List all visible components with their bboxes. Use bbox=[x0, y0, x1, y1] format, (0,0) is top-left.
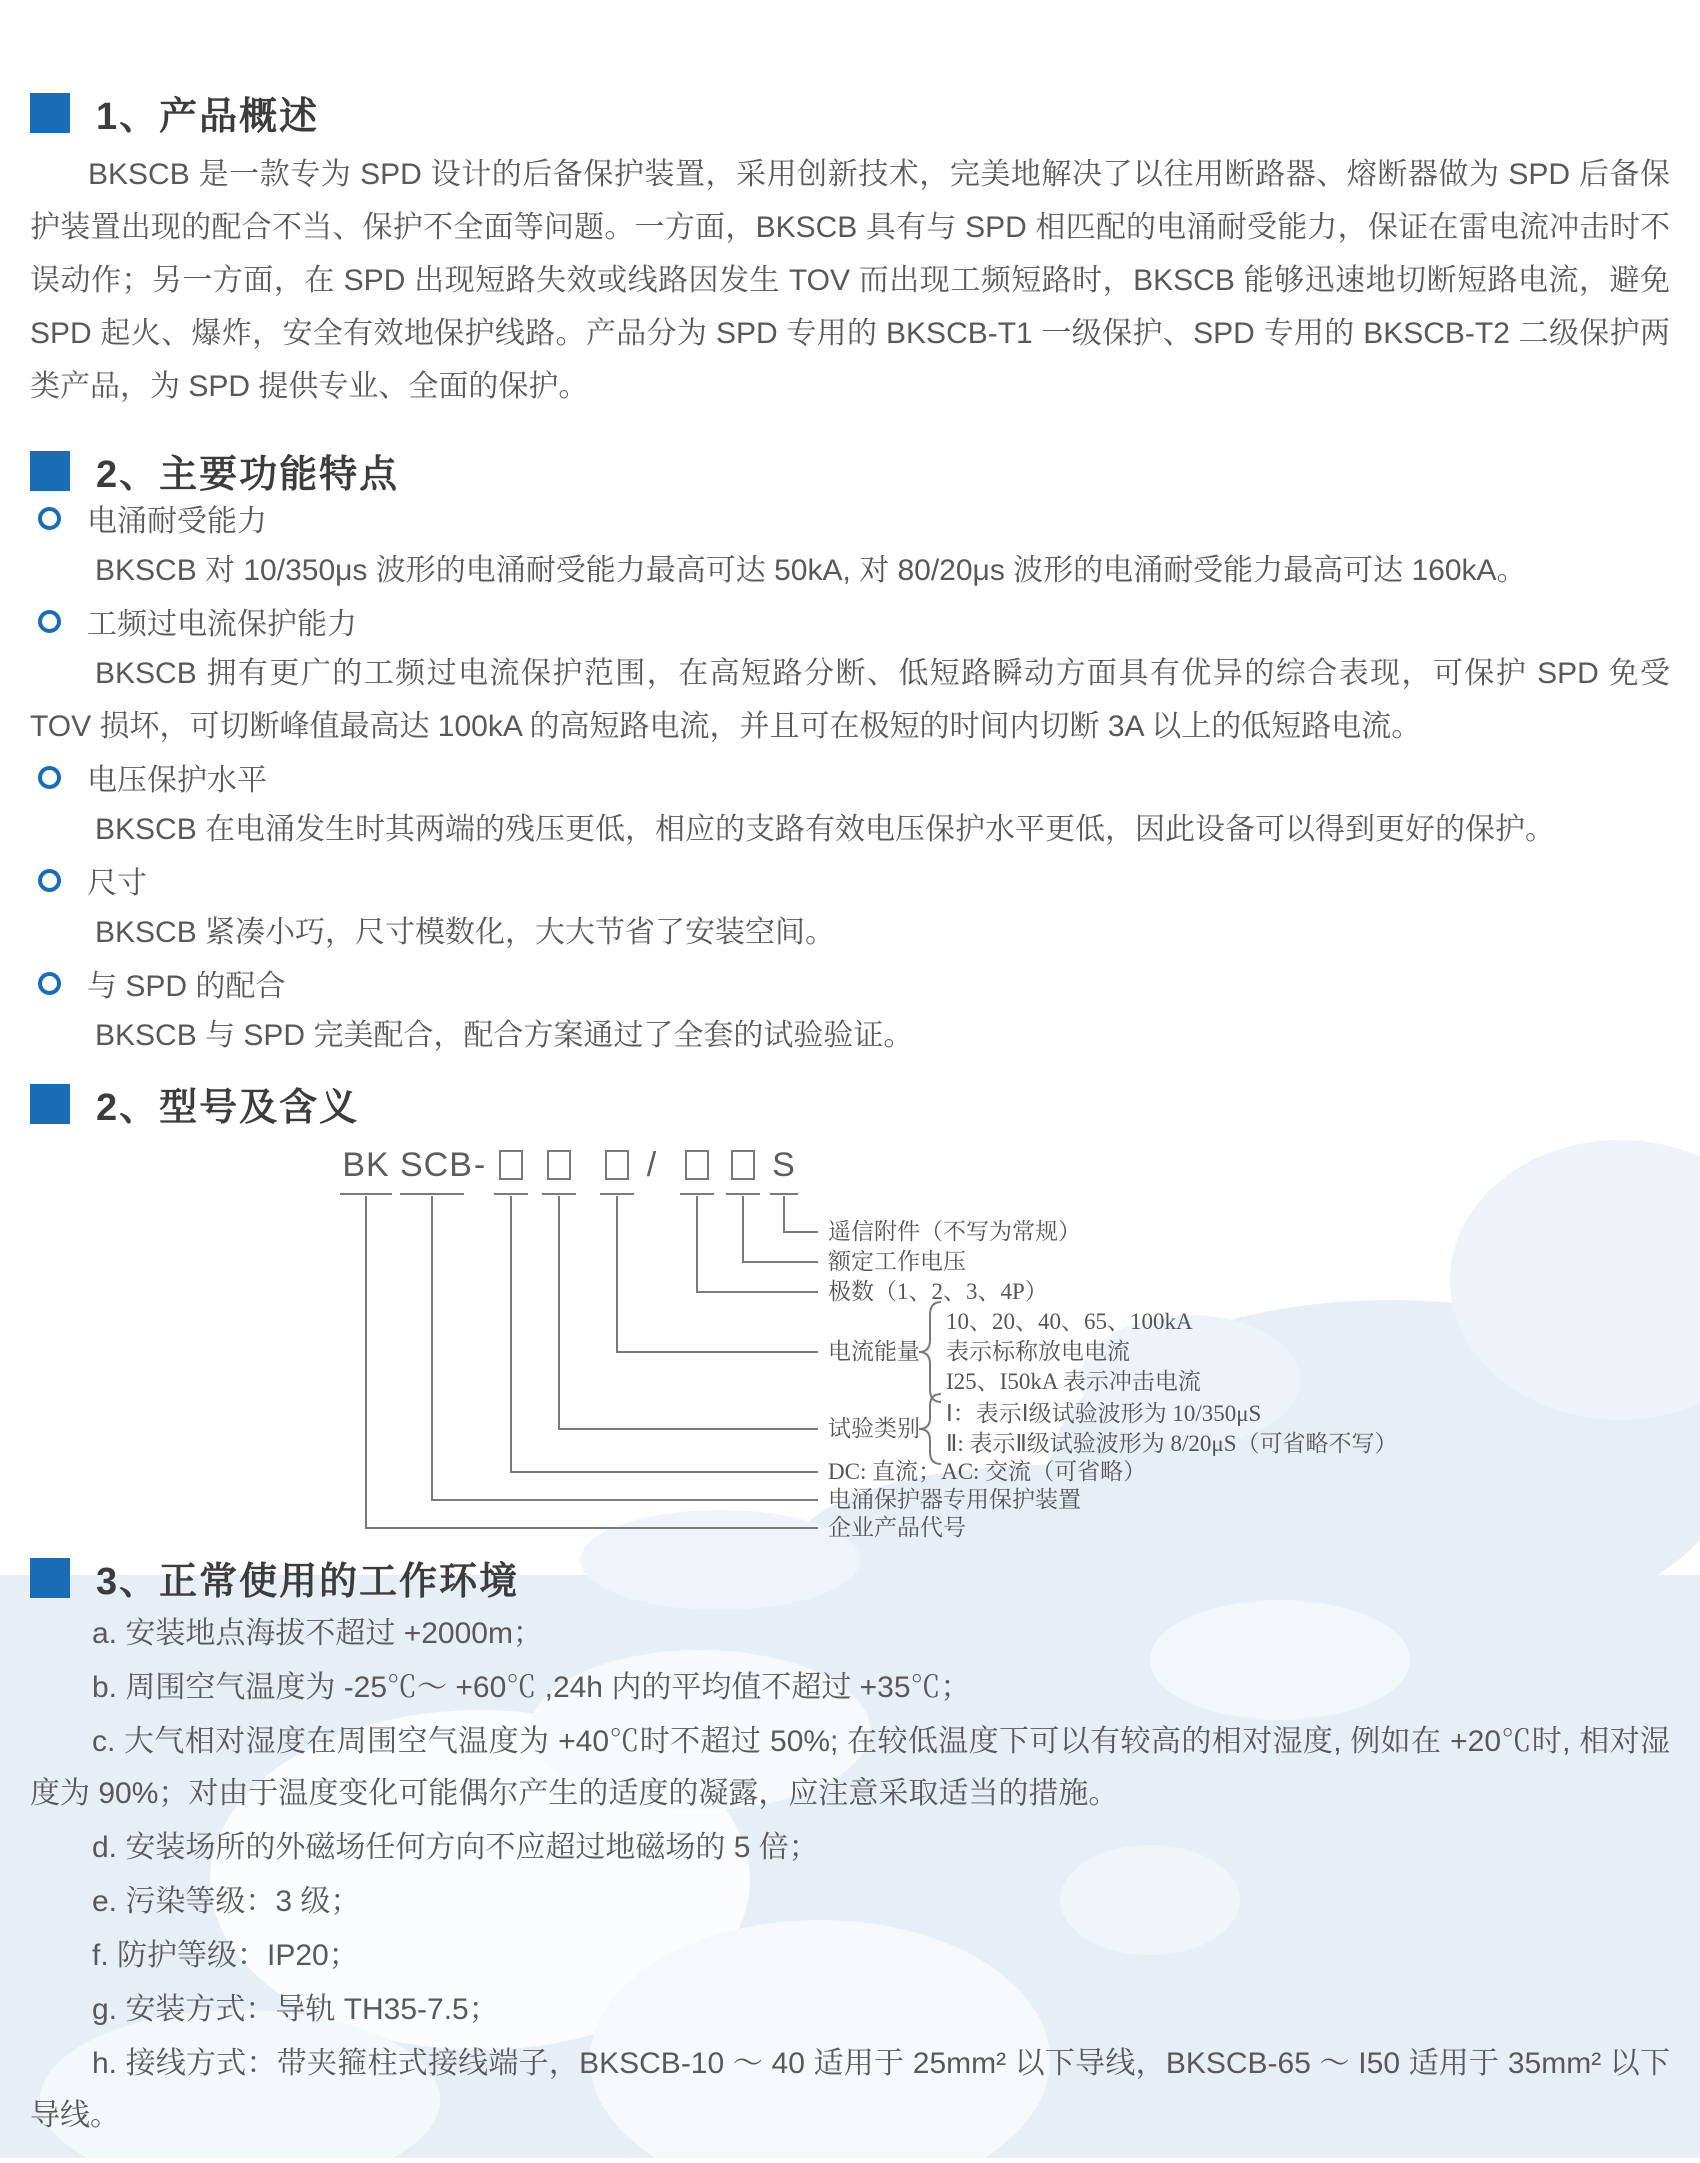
label-remote-signal: 遥信附件（不写为常规） bbox=[828, 1219, 1081, 1244]
feature-item bbox=[30, 601, 1670, 753]
box-icon bbox=[731, 1150, 755, 1180]
section2-heading bbox=[30, 443, 399, 498]
env-item-f: f. 防护等级：IP20； bbox=[92, 1939, 359, 1972]
section2-title: 2、主要功能特点 bbox=[96, 454, 400, 496]
label-current-energy-line3: I25、I50kA 表示冲击电流 bbox=[946, 1369, 1201, 1394]
model-token-s: S bbox=[770, 1146, 798, 1195]
env-item-e: e. 污染等级：3 级； bbox=[92, 1885, 361, 1918]
feature-title: 电涌耐受能力 bbox=[87, 505, 267, 538]
feature-item bbox=[30, 860, 1670, 959]
feature-text: BKSCB 与 SPD 完美配合，配合方案通过了全套的试验验证。 bbox=[95, 1019, 914, 1052]
heading-square-icon bbox=[30, 1558, 70, 1598]
label-spd-device: 电涌保护器专用保护装置 bbox=[828, 1487, 1081, 1512]
label-test-category-line2: Ⅱ: 表示Ⅱ级试验波形为 8/20μS（可省略不写） bbox=[946, 1431, 1398, 1456]
circle-bullet-icon bbox=[38, 972, 61, 995]
section1-title: 1、产品概述 bbox=[96, 96, 320, 138]
label-test-category-line1: Ⅰ：表示Ⅰ级试验波形为 10/350μS bbox=[946, 1401, 1262, 1426]
section4-title: 3、正常使用的工作环境 bbox=[96, 1561, 520, 1603]
label-current-energy: 电流能量 bbox=[828, 1339, 920, 1364]
section1-paragraph: BKSCB 是一款专为 SPD 设计的后备保护装置，采用创新技术，完美地解决了以往用断路器、熔断器做为 SPD 后备保护装置出现的配合不当、保护不全面等问题。一方面，BKSCB 具有与 SPD 相匹配的电涌耐受能力，保证在雷电流冲击时不误动作；另一方面，在 SPD 出现短路失效或线路因发生 TOV 而出现工频短路时，BKSCB 能够迅速地切断短路电流，避免 SPD 起火、爆炸，安全有效地保护线路。产品分为 SPD 专用的 BKSCB-T1 一级保护、SPD 专用的 BKSCB-T2 二级保护两类产品，为 SPD 提供专业、全面的保护。 bbox=[30, 158, 1671, 403]
feature-text: BKSCB 对 10/350μs 波形的电涌耐受能力最高可达 50kA, 对 80/20μs 波形的电涌耐受能力最高可达 160kA。 bbox=[95, 554, 1527, 587]
env-item-g: g. 安装方式：导轨 TH35-7.5； bbox=[92, 1993, 499, 2026]
box-icon bbox=[605, 1150, 629, 1180]
feature-title-row bbox=[30, 601, 1670, 641]
label-poles: 极数（1、2、3、4P） bbox=[828, 1279, 1048, 1304]
model-token-dash: - bbox=[473, 1146, 487, 1184]
circle-bullet-icon bbox=[38, 610, 61, 633]
feature-title-row bbox=[30, 963, 1670, 1003]
env-item-d: d. 安装场所的外磁场任何方向不应超过地磁场的 5 倍； bbox=[92, 1831, 819, 1864]
label-test-category: 试验类别 bbox=[828, 1416, 920, 1441]
feature-text: BKSCB 在电涌发生时其两端的残压更低，相应的支路有效电压保护水平更低，因此设备可以得到更好的保护。 bbox=[95, 813, 1556, 846]
env-item-a: a. 安装地点海拔不超过 +2000m； bbox=[92, 1617, 543, 1650]
feature-title-row bbox=[30, 860, 1670, 900]
feature-title: 电压保护水平 bbox=[87, 764, 267, 797]
env-item-c: c. 大气相对湿度在周围空气温度为 +40℃时不超过 50%; 在较低温度下可以有较高的相对湿度, 例如在 +20℃时, 相对湿度为 90%；对由于温度变化可能偶尔产生的适度的凝露，应注意采取适当的措施。 bbox=[30, 1725, 1670, 1810]
circle-bullet-icon bbox=[38, 766, 61, 789]
model-token-slash: / bbox=[646, 1146, 658, 1184]
heading-square-icon bbox=[30, 451, 70, 491]
section3-title: 2、型号及含义 bbox=[96, 1087, 360, 1129]
section1-heading bbox=[30, 85, 319, 140]
label-company-code: 企业产品代号 bbox=[828, 1515, 966, 1540]
section4-heading bbox=[30, 1550, 519, 1605]
box-icon bbox=[685, 1150, 709, 1180]
model-box-placeholder bbox=[542, 1150, 576, 1195]
feature-title: 工频过电流保护能力 bbox=[87, 608, 357, 641]
env-item-b: b. 周围空气温度为 -25℃～ +60℃ ,24h 内的平均值不超过 +35℃； bbox=[92, 1671, 971, 1704]
heading-square-icon bbox=[30, 93, 70, 133]
feature-title-row bbox=[30, 757, 1670, 797]
label-current-energy-line1: 10、20、40、65、100kA bbox=[946, 1309, 1193, 1334]
feature-list bbox=[30, 498, 1670, 1066]
feature-item bbox=[30, 498, 1670, 597]
section3-heading bbox=[30, 1076, 359, 1131]
model-box-placeholder bbox=[600, 1150, 634, 1195]
feature-title: 尺寸 bbox=[87, 867, 147, 900]
label-dc-ac: DC: 直流；AC: 交流（可省略） bbox=[828, 1459, 1147, 1484]
feature-item bbox=[30, 963, 1670, 1062]
feature-title: 与 SPD 的配合 bbox=[87, 970, 286, 1003]
circle-bullet-icon bbox=[38, 869, 61, 892]
model-code-diagram bbox=[340, 1140, 1520, 1570]
box-icon bbox=[499, 1150, 523, 1180]
model-box-placeholder bbox=[494, 1150, 528, 1195]
circle-bullet-icon bbox=[38, 507, 61, 530]
feature-item bbox=[30, 757, 1670, 856]
feature-text: BKSCB 紧凑小巧，尺寸模数化，大大节省了安装空间。 bbox=[95, 916, 836, 949]
heading-square-icon bbox=[30, 1084, 70, 1124]
model-token-scb: SCB bbox=[400, 1146, 464, 1195]
label-current-energy-line2: 表示标称放电电流 bbox=[946, 1339, 1130, 1364]
model-token-bk: BK bbox=[340, 1146, 392, 1195]
label-rated-voltage: 额定工作电压 bbox=[828, 1249, 966, 1274]
env-item-h: h. 接线方式：带夹箍柱式接线端子，BKSCB-10 ～ 40 适用于 25mm² 以下导线，BKSCB-65 ～ I50 适用于 35mm² 以下导线。 bbox=[30, 2047, 1670, 2132]
model-box-placeholder bbox=[680, 1150, 714, 1195]
feature-title-row bbox=[30, 498, 1670, 538]
feature-text: BKSCB 拥有更广的工频过电流保护范围，在高短路分断、低短路瞬动方面具有优异的综合表现，可保护 SPD 免受 TOV 损坏，可切断峰值最高达 100kA 的高短路电流，并且可在极短的时间内切断 3A 以上的低短路电流。 bbox=[30, 657, 1670, 743]
model-box-placeholder bbox=[726, 1150, 760, 1195]
environment-list bbox=[30, 1608, 1670, 2144]
box-icon bbox=[547, 1150, 571, 1180]
